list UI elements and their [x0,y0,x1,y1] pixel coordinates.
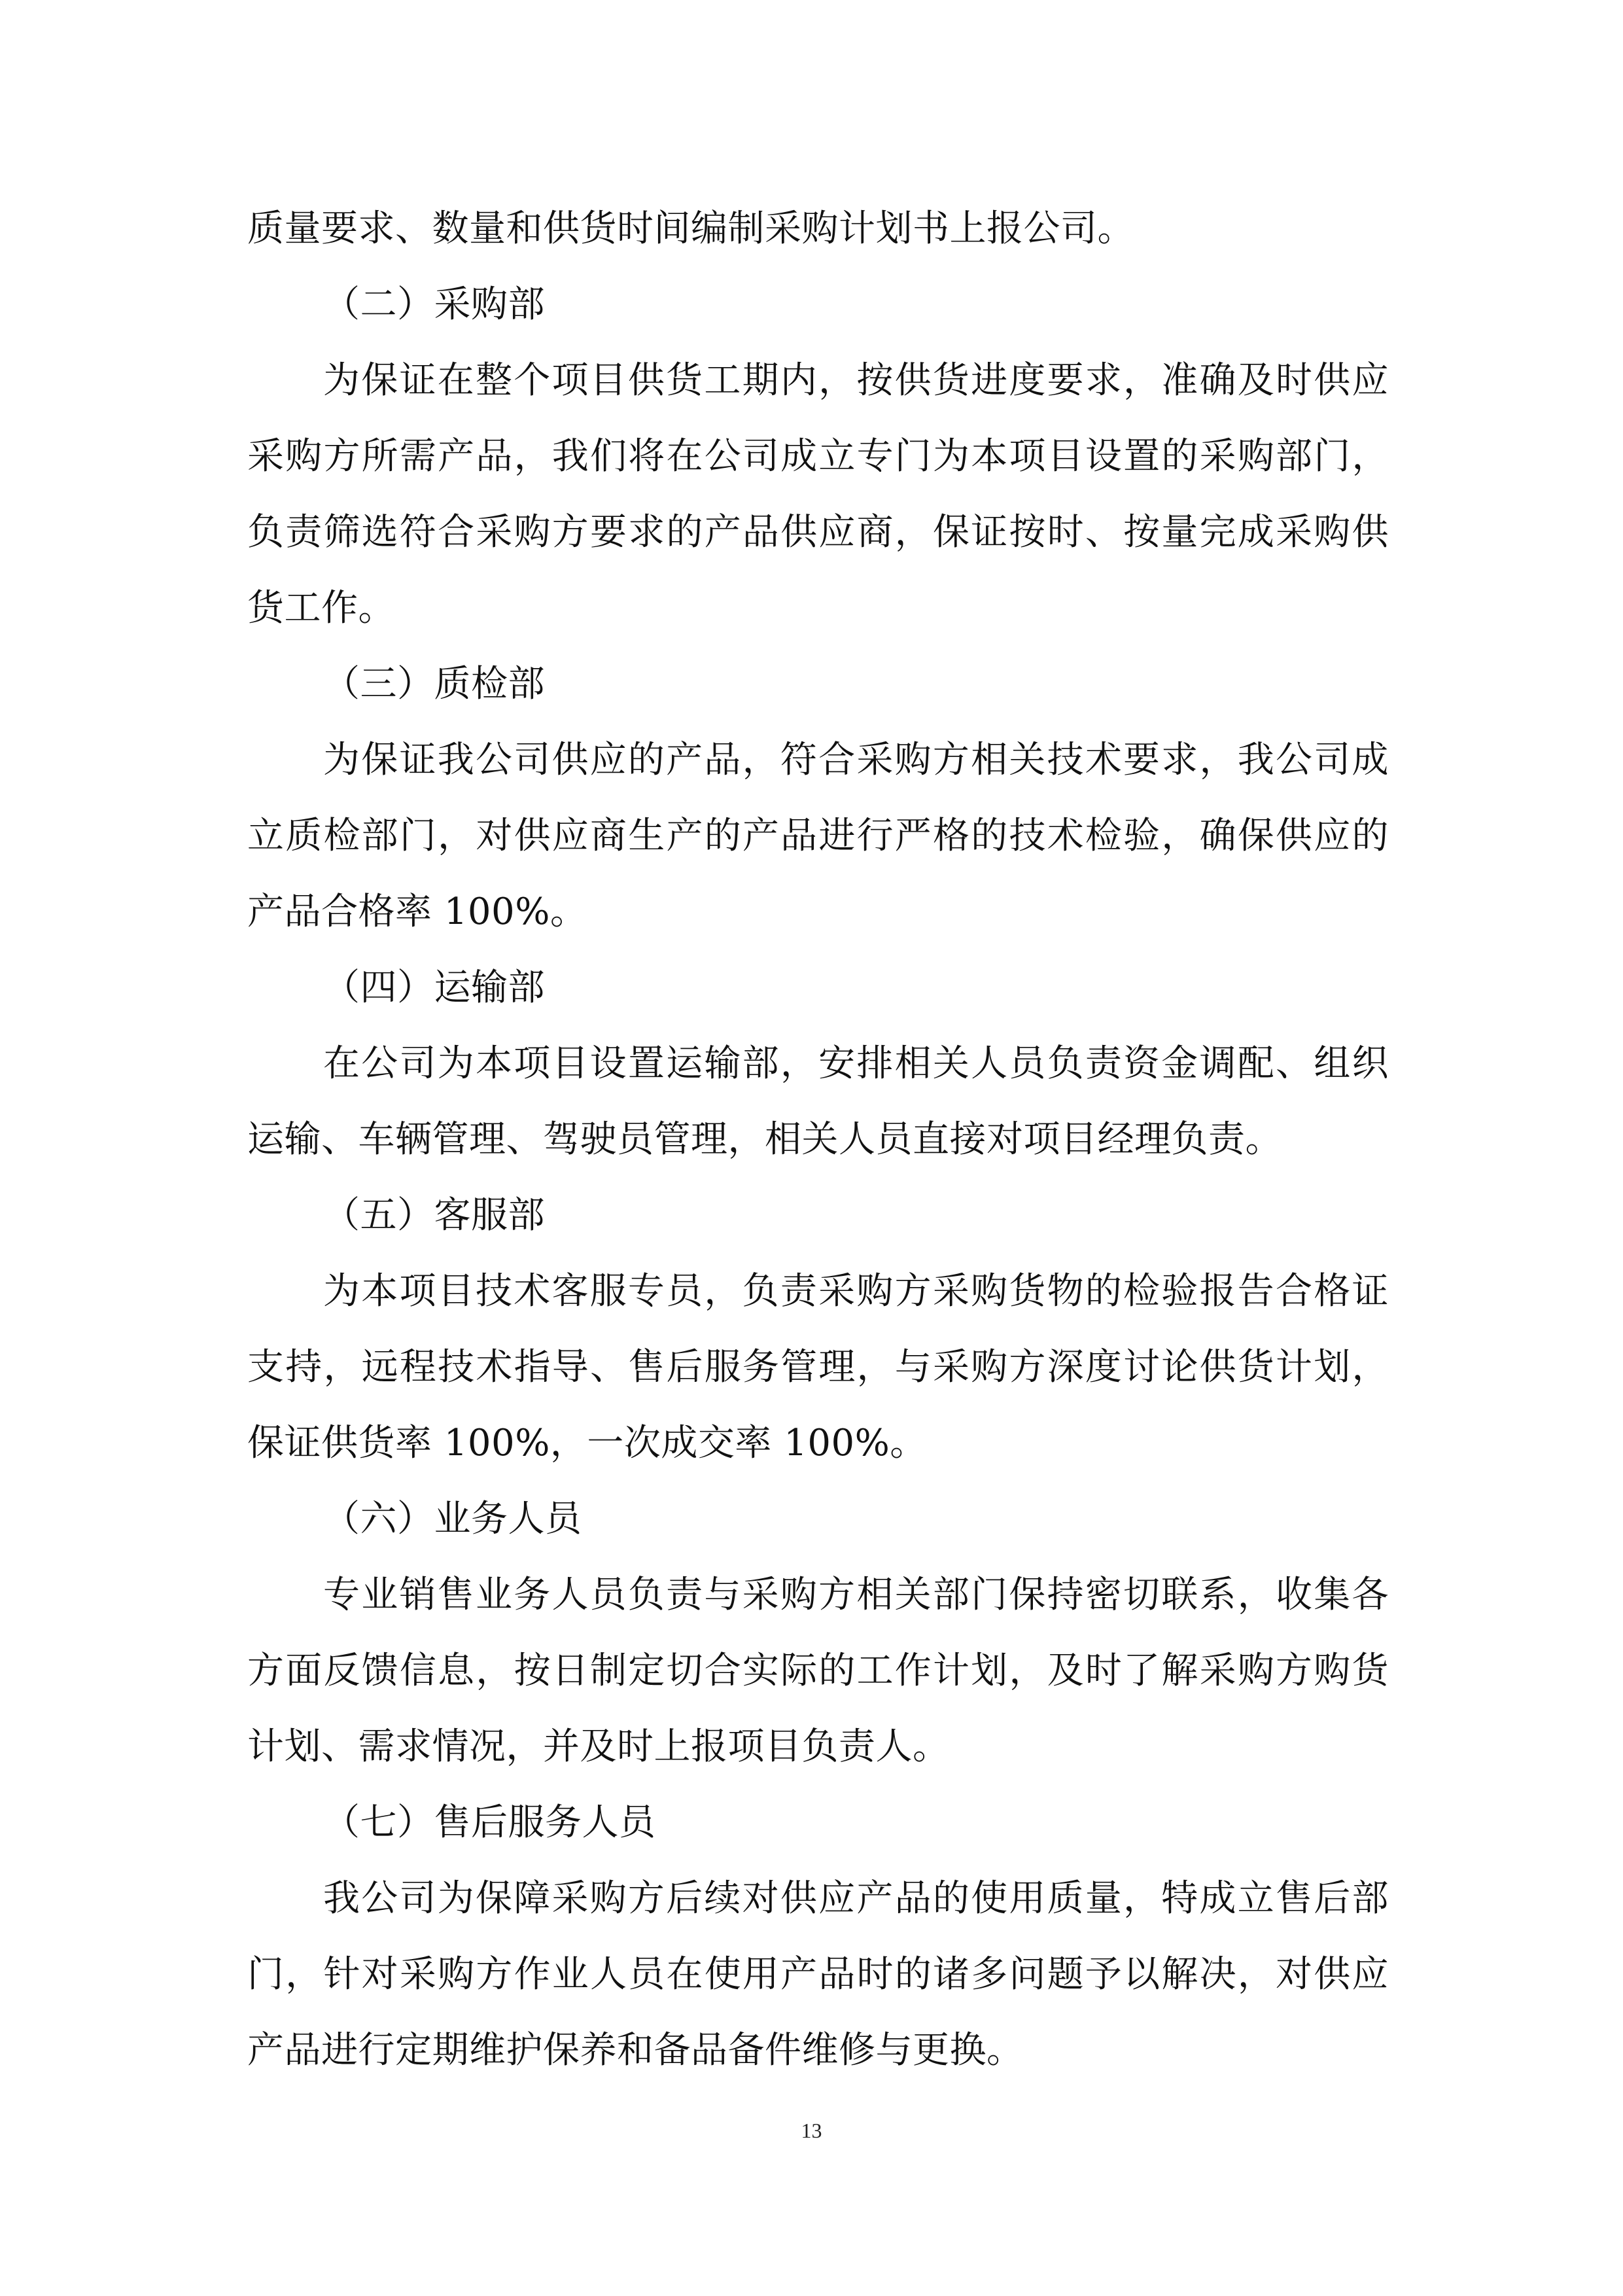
paragraph-procurement: 为保证在整个项目供货工期内，按供货进度要求，准确及时供应采购方所需产品，我们将在公司成立专门为本项目设置的采购部门，负责筛选符合采购方要求的产品供应商，保证按时、按量完成采购供货工作。 [247,359,1389,629]
section-heading-sales-staff: （六）业务人员 [323,1498,582,1540]
section-heading-customer-service: （五）客服部 [323,1194,545,1237]
section-heading-procurement: （二）采购部 [323,283,545,326]
document-body [247,191,1389,2089]
section-heading-quality-inspection: （三）质检部 [323,663,545,705]
paragraph-quality-inspection: 为保证我公司供应的产品，符合采购方相关技术要求，我公司成立质检部门，对供应商生产的产品进行严格的技术检验，确保供应的产品合格率 100%。 [247,739,1389,933]
paragraph-continuation: 质量要求、数量和供货时间编制采购计划书上报公司。 [247,207,1134,250]
paragraph-sales-staff: 专业销售业务人员负责与采购方相关部门保持密切联系，收集各方面反馈信息，按日制定切合实际的工作计划，及时了解采购方购货计划、需求情况，并及时上报项目负责人。 [247,1574,1389,1768]
section-heading-after-sales: （七）售后服务人员 [323,1801,656,1844]
paragraph-customer-service: 为本项目技术客服专员，负责采购方采购货物的检验报告合格证支持，远程技术指导、售后服务管理，与采购方深度讨论供货计划，保证供货率 100%，一次成交率 100%。 [247,1270,1389,1464]
paragraph-transport: 在公司为本项目设置运输部，安排相关人员负责资金调配、组织运输、车辆管理、驾驶员管理，相关人员直接对项目经理负责。 [247,1042,1389,1161]
paragraph-after-sales: 我公司为保障采购方后续对供应产品的使用质量，特成立售后部门，针对采购方作业人员在使用产品时的诸多问题予以解决，对供应产品进行定期维护保养和备品备件维修与更换。 [247,1877,1389,2072]
section-heading-transport: （四）运输部 [323,966,545,1009]
page-number: 13 [801,2119,822,2142]
